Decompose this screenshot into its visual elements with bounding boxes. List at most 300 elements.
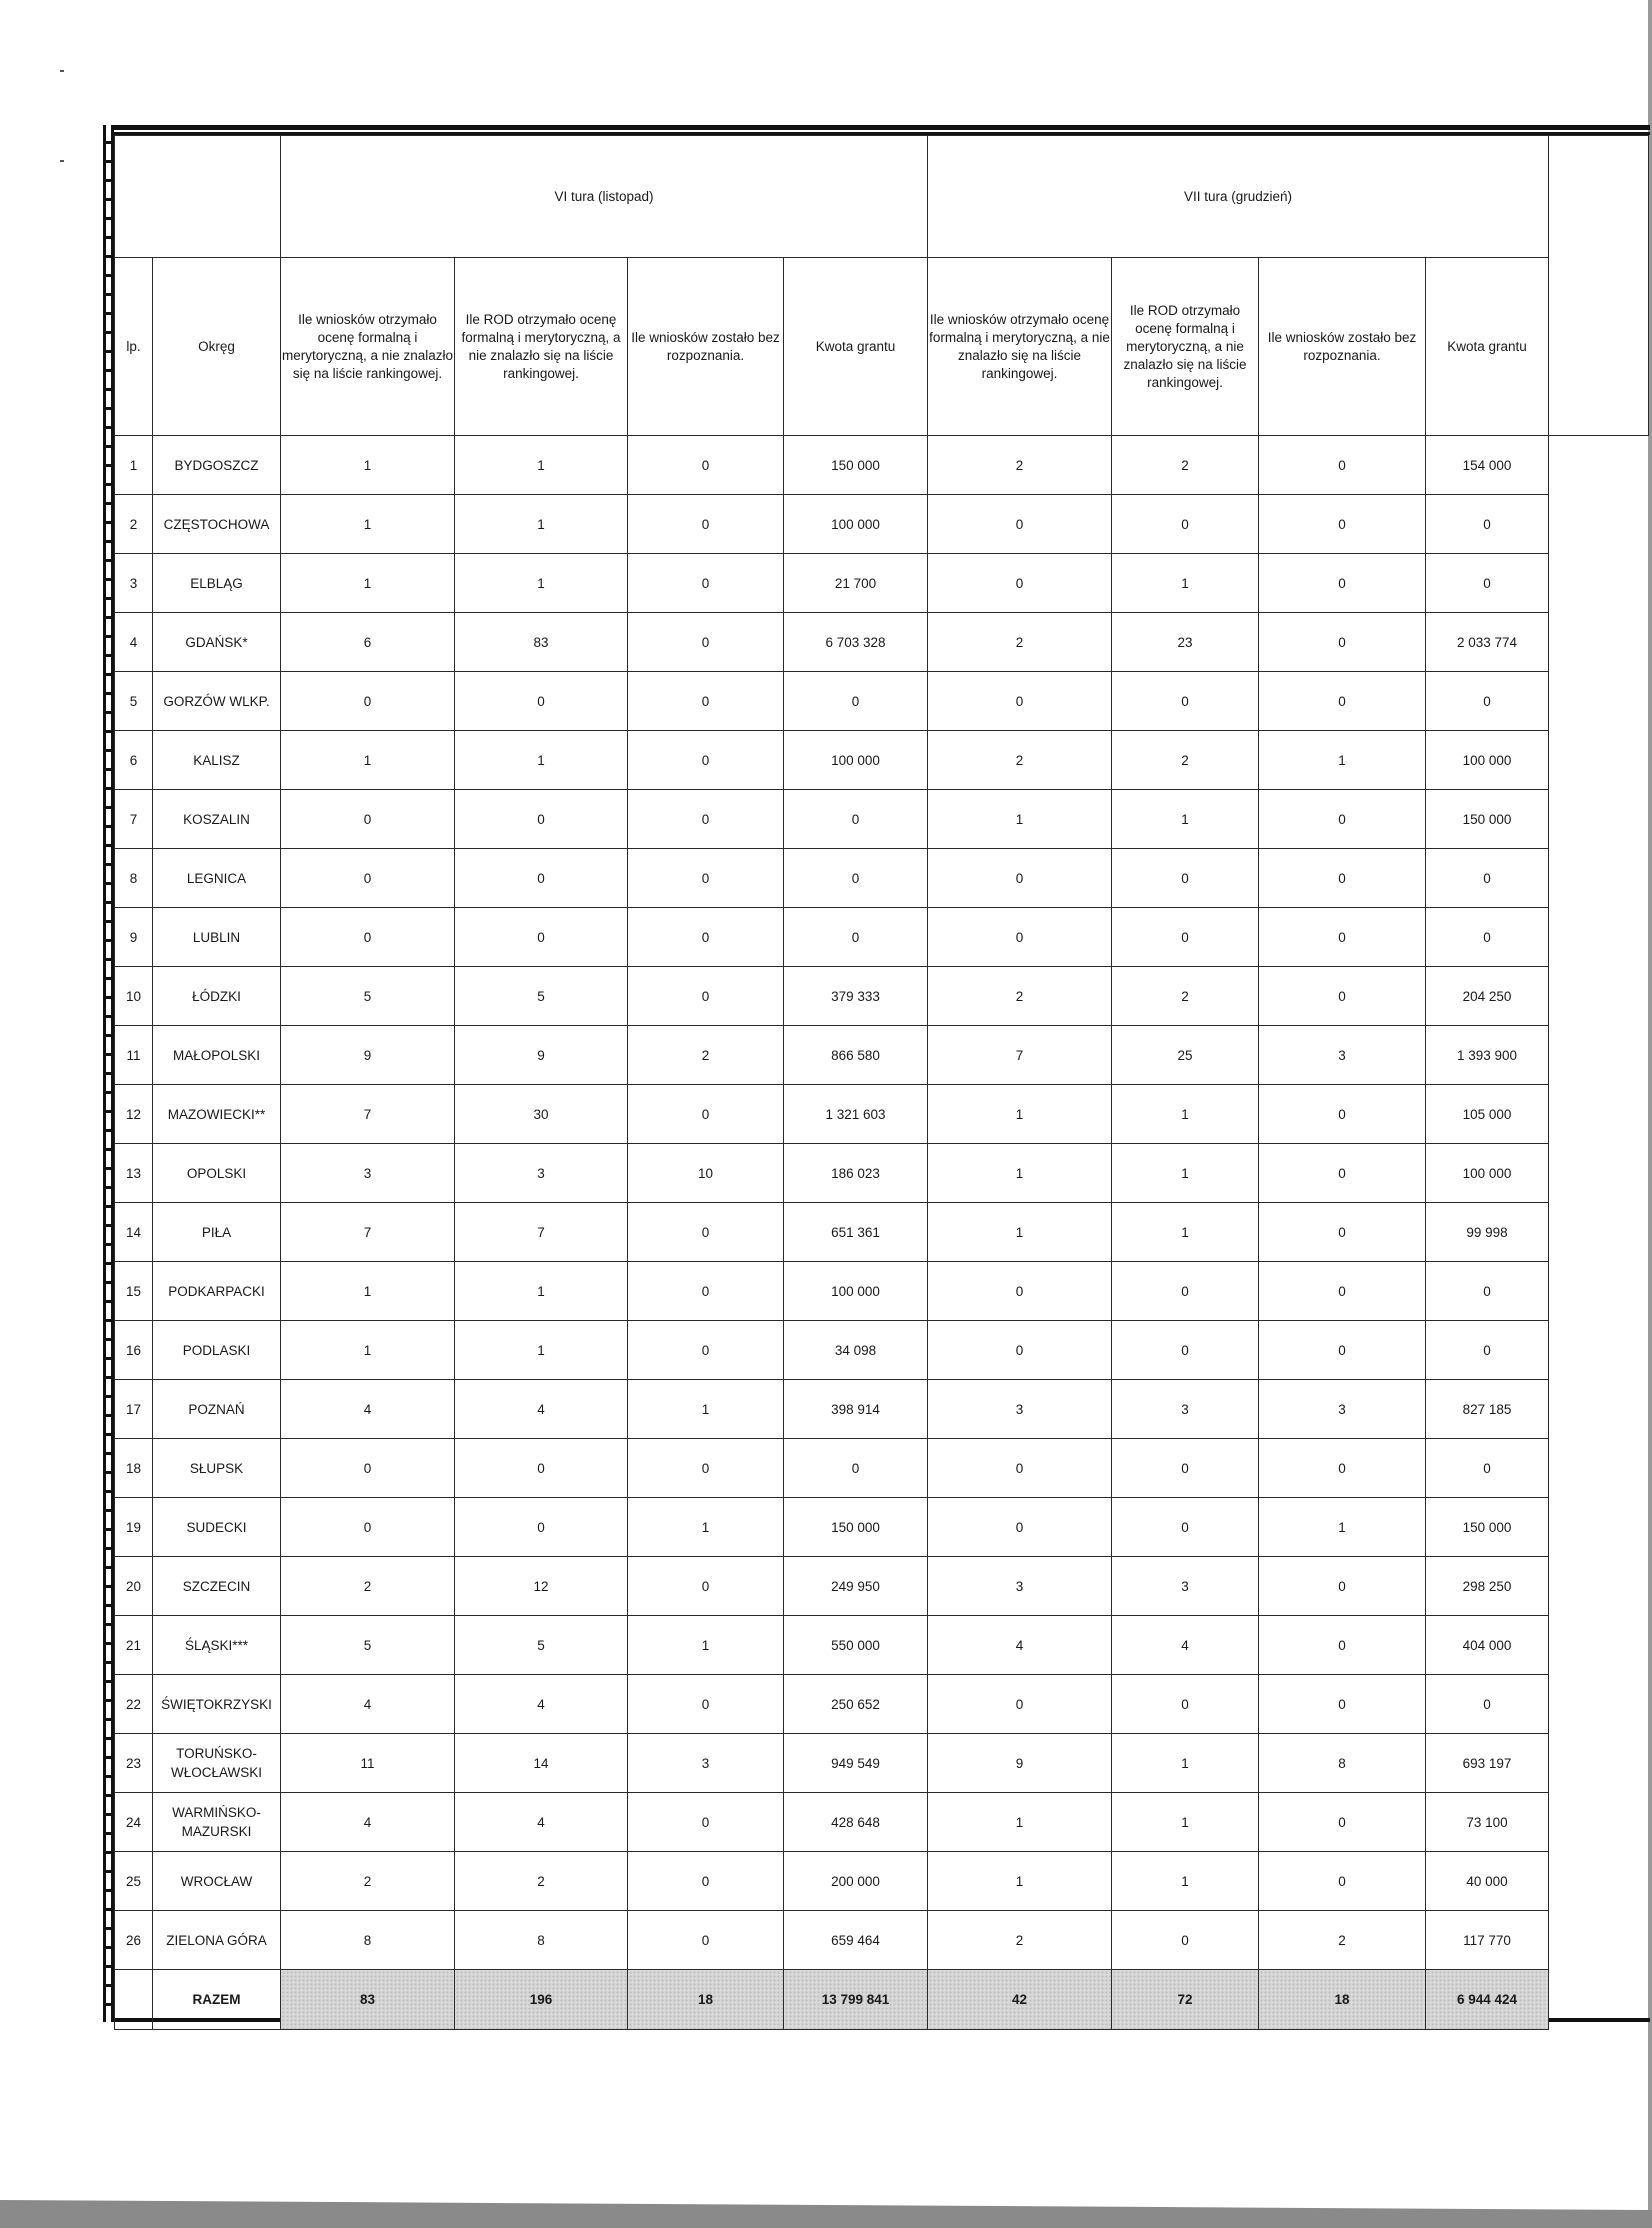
row-vii-rod: 2 — [1112, 436, 1259, 495]
row-vi-applications: 0 — [281, 1439, 455, 1498]
row-lp: 1 — [115, 436, 153, 495]
row-vii-unprocessed: 0 — [1259, 1793, 1426, 1852]
row-vi-rod: 5 — [455, 1616, 628, 1675]
row-vii-applications: 2 — [928, 1911, 1112, 1970]
row-vi-amount: 150 000 — [784, 1498, 928, 1557]
total-lp — [115, 1970, 153, 2030]
row-okreg: ZIELONA GÓRA — [153, 1911, 281, 1970]
row-vi-applications: 4 — [281, 1793, 455, 1852]
row-okreg: GDAŃSK* — [153, 613, 281, 672]
row-vii-amount: 0 — [1426, 908, 1549, 967]
row-vii-rod: 1 — [1112, 1734, 1259, 1793]
row-lp: 19 — [115, 1498, 153, 1557]
row-vii-rod: 1 — [1112, 1852, 1259, 1911]
row-vi-rod: 1 — [455, 731, 628, 790]
header-vi-amount: Kwota grantu — [784, 258, 928, 436]
row-vi-rod: 83 — [455, 613, 628, 672]
row-vi-amount: 249 950 — [784, 1557, 928, 1616]
row-okreg: CZĘSTOCHOWA — [153, 495, 281, 554]
row-vi-rod: 0 — [455, 672, 628, 731]
row-vi-rod: 8 — [455, 1911, 628, 1970]
row-vii-amount: 150 000 — [1426, 1498, 1549, 1557]
row-vii-unprocessed: 0 — [1259, 790, 1426, 849]
row-vi-amount: 100 000 — [784, 1262, 928, 1321]
table-row — [115, 1144, 1649, 1203]
row-vii-applications: 0 — [928, 495, 1112, 554]
table-row — [115, 731, 1649, 790]
row-vi-unprocessed: 10 — [628, 1144, 784, 1203]
row-vii-unprocessed: 0 — [1259, 849, 1426, 908]
row-vii-rod: 0 — [1112, 1498, 1259, 1557]
row-vi-rod: 1 — [455, 1262, 628, 1321]
row-vi-rod: 1 — [455, 554, 628, 613]
row-vii-unprocessed: 0 — [1259, 1262, 1426, 1321]
row-okreg: POZNAŃ — [153, 1380, 281, 1439]
group-vi-header: VI tura (listopad) — [281, 136, 928, 258]
row-vii-amount: 154 000 — [1426, 436, 1549, 495]
row-vi-amount: 0 — [784, 672, 928, 731]
row-vi-rod: 0 — [455, 790, 628, 849]
row-vii-amount: 693 197 — [1426, 1734, 1549, 1793]
table-row — [115, 849, 1649, 908]
row-vii-amount: 100 000 — [1426, 1144, 1549, 1203]
row-vii-amount: 404 000 — [1426, 1616, 1549, 1675]
row-vi-applications: 4 — [281, 1380, 455, 1439]
row-vi-amount: 659 464 — [784, 1911, 928, 1970]
row-vii-applications: 0 — [928, 849, 1112, 908]
row-lp: 12 — [115, 1085, 153, 1144]
row-vi-rod: 9 — [455, 1026, 628, 1085]
row-vii-applications: 7 — [928, 1026, 1112, 1085]
header-vi-rod: Ile ROD otrzymało ocenę formalną i merytoryczną, a nie znalazło się na liście rankingowej. — [455, 258, 628, 436]
row-vi-amount: 0 — [784, 1439, 928, 1498]
row-vi-applications: 9 — [281, 1026, 455, 1085]
row-okreg: SŁUPSK — [153, 1439, 281, 1498]
row-vii-rod: 1 — [1112, 1203, 1259, 1262]
row-vi-rod: 0 — [455, 1439, 628, 1498]
row-lp: 15 — [115, 1262, 153, 1321]
row-vi-rod: 0 — [455, 849, 628, 908]
row-okreg: PODKARPACKI — [153, 1262, 281, 1321]
row-vii-unprocessed: 0 — [1259, 495, 1426, 554]
row-vii-applications: 2 — [928, 731, 1112, 790]
row-vii-rod: 25 — [1112, 1026, 1259, 1085]
row-vi-amount: 100 000 — [784, 495, 928, 554]
row-vi-applications: 1 — [281, 436, 455, 495]
table-row — [115, 1616, 1649, 1675]
row-vi-rod: 4 — [455, 1380, 628, 1439]
total-vii-unprocessed: 18 — [1259, 1970, 1426, 2030]
total-vii-amount: 6 944 424 — [1426, 1970, 1549, 2030]
row-vii-applications: 0 — [928, 908, 1112, 967]
row-vii-amount: 73 100 — [1426, 1793, 1549, 1852]
row-vii-rod: 23 — [1112, 613, 1259, 672]
row-vii-amount: 117 770 — [1426, 1911, 1549, 1970]
header-vii-unprocessed: Ile wniosków zostało bez rozpoznania. — [1259, 258, 1426, 436]
row-vi-amount: 200 000 — [784, 1852, 928, 1911]
row-lp: 7 — [115, 790, 153, 849]
total-vii-applications: 42 — [928, 1970, 1112, 2030]
row-vi-applications: 0 — [281, 849, 455, 908]
table-row — [115, 1675, 1649, 1734]
row-okreg: TORUŃSKO-WŁOCŁAWSKI — [153, 1734, 281, 1793]
row-vii-applications: 0 — [928, 1439, 1112, 1498]
row-vii-amount: 105 000 — [1426, 1085, 1549, 1144]
table-row — [115, 672, 1649, 731]
row-vi-unprocessed: 1 — [628, 1616, 784, 1675]
row-vii-applications: 9 — [928, 1734, 1112, 1793]
row-vi-applications: 3 — [281, 1144, 455, 1203]
row-vii-rod: 1 — [1112, 1793, 1259, 1852]
row-vi-amount: 651 361 — [784, 1203, 928, 1262]
row-vi-unprocessed: 0 — [628, 1321, 784, 1380]
row-vi-amount: 398 914 — [784, 1380, 928, 1439]
row-vi-applications: 0 — [281, 908, 455, 967]
row-lp: 11 — [115, 1026, 153, 1085]
row-vii-amount: 99 998 — [1426, 1203, 1549, 1262]
row-okreg: ŚWIĘTOKRZYSKI — [153, 1675, 281, 1734]
header-vi-applications: Ile wniosków otrzymało ocenę formalną i merytoryczną, a nie znalazło się na liście rankingowej. — [281, 258, 455, 436]
scan-shadow — [0, 2188, 1652, 2228]
row-vii-amount: 827 185 — [1426, 1380, 1549, 1439]
row-okreg: WARMIŃSKO-MAZURSKI — [153, 1793, 281, 1852]
scan-speck — [60, 70, 64, 72]
row-lp: 24 — [115, 1793, 153, 1852]
top-ruler — [114, 125, 1650, 135]
row-vii-applications: 2 — [928, 967, 1112, 1026]
table-row — [115, 790, 1649, 849]
row-lp: 6 — [115, 731, 153, 790]
row-lp: 16 — [115, 1321, 153, 1380]
row-vi-amount: 34 098 — [784, 1321, 928, 1380]
row-vi-unprocessed: 0 — [628, 1852, 784, 1911]
row-vi-amount: 186 023 — [784, 1144, 928, 1203]
row-vi-unprocessed: 0 — [628, 613, 784, 672]
row-okreg: ŚLĄSKI*** — [153, 1616, 281, 1675]
row-vi-amount: 550 000 — [784, 1616, 928, 1675]
row-vi-amount: 0 — [784, 849, 928, 908]
row-lp: 25 — [115, 1852, 153, 1911]
row-vi-unprocessed: 0 — [628, 1911, 784, 1970]
row-vii-amount: 0 — [1426, 1321, 1549, 1380]
row-vii-amount: 0 — [1426, 1262, 1549, 1321]
header-columns-row — [115, 258, 1649, 436]
table-row — [115, 1911, 1649, 1970]
row-lp: 2 — [115, 495, 153, 554]
row-vi-applications: 1 — [281, 1262, 455, 1321]
row-okreg: SUDECKI — [153, 1498, 281, 1557]
row-vii-amount: 0 — [1426, 849, 1549, 908]
row-vi-unprocessed: 0 — [628, 1439, 784, 1498]
row-vii-rod: 0 — [1112, 849, 1259, 908]
row-okreg: PODLASKI — [153, 1321, 281, 1380]
row-vii-applications: 1 — [928, 1203, 1112, 1262]
row-vii-rod: 1 — [1112, 1144, 1259, 1203]
row-okreg: PIŁA — [153, 1203, 281, 1262]
row-vi-amount: 0 — [784, 908, 928, 967]
row-okreg: OPOLSKI — [153, 1144, 281, 1203]
row-vi-rod: 3 — [455, 1144, 628, 1203]
row-vii-unprocessed: 1 — [1259, 1498, 1426, 1557]
row-vi-unprocessed: 1 — [628, 1498, 784, 1557]
row-vii-rod: 3 — [1112, 1557, 1259, 1616]
row-vii-amount: 0 — [1426, 1675, 1549, 1734]
row-vi-unprocessed: 0 — [628, 1262, 784, 1321]
row-vii-rod: 2 — [1112, 967, 1259, 1026]
row-vii-applications: 1 — [928, 1144, 1112, 1203]
table-row — [115, 1793, 1649, 1852]
table-row — [115, 1203, 1649, 1262]
row-okreg: MAZOWIECKI** — [153, 1085, 281, 1144]
row-vi-applications: 1 — [281, 731, 455, 790]
row-vi-amount: 1 321 603 — [784, 1085, 928, 1144]
row-vi-rod: 7 — [455, 1203, 628, 1262]
row-vii-amount: 0 — [1426, 1439, 1549, 1498]
row-vi-applications: 6 — [281, 613, 455, 672]
row-lp: 23 — [115, 1734, 153, 1793]
row-vii-applications: 4 — [928, 1616, 1112, 1675]
row-vii-rod: 0 — [1112, 495, 1259, 554]
total-vii-rod: 72 — [1112, 1970, 1259, 2030]
row-vi-rod: 1 — [455, 436, 628, 495]
table-row — [115, 908, 1649, 967]
row-vii-applications: 1 — [928, 1852, 1112, 1911]
right-margin-column — [1549, 136, 1649, 436]
row-okreg: WROCŁAW — [153, 1852, 281, 1911]
row-vi-amount: 949 549 — [784, 1734, 928, 1793]
header-vii-applications: Ile wniosków otrzymało ocenę formalną i merytoryczną, a nie znalazło się na liście rankingowej. — [928, 258, 1112, 436]
row-vii-amount: 150 000 — [1426, 790, 1549, 849]
row-vii-rod: 0 — [1112, 908, 1259, 967]
row-vii-unprocessed: 8 — [1259, 1734, 1426, 1793]
header-vii-rod: Ile ROD otrzymało ocenę formalną i merytoryczną, a nie znalazło się na liście rankingowej. — [1112, 258, 1259, 436]
row-vii-amount: 40 000 — [1426, 1852, 1549, 1911]
row-vii-rod: 0 — [1112, 1439, 1259, 1498]
row-vi-applications: 1 — [281, 1321, 455, 1380]
table-row — [115, 554, 1649, 613]
row-lp: 21 — [115, 1616, 153, 1675]
row-vii-unprocessed: 0 — [1259, 1675, 1426, 1734]
row-vii-applications: 0 — [928, 1675, 1112, 1734]
row-okreg: ŁÓDZKI — [153, 967, 281, 1026]
row-lp: 3 — [115, 554, 153, 613]
row-vii-applications: 1 — [928, 790, 1112, 849]
row-vii-applications: 2 — [928, 436, 1112, 495]
table-row — [115, 1852, 1649, 1911]
row-vi-rod: 1 — [455, 495, 628, 554]
row-vi-unprocessed: 0 — [628, 790, 784, 849]
row-okreg: KOSZALIN — [153, 790, 281, 849]
row-lp: 20 — [115, 1557, 153, 1616]
header-blank — [115, 136, 281, 258]
total-vi-unprocessed: 18 — [628, 1970, 784, 2030]
row-vi-amount: 250 652 — [784, 1675, 928, 1734]
row-vi-unprocessed: 0 — [628, 967, 784, 1026]
row-vii-unprocessed: 0 — [1259, 1439, 1426, 1498]
row-vi-unprocessed: 0 — [628, 554, 784, 613]
row-vi-rod: 5 — [455, 967, 628, 1026]
row-lp: 26 — [115, 1911, 153, 1970]
row-okreg: SZCZECIN — [153, 1557, 281, 1616]
row-vii-unprocessed: 3 — [1259, 1380, 1426, 1439]
row-vi-unprocessed: 0 — [628, 495, 784, 554]
row-okreg: MAŁOPOLSKI — [153, 1026, 281, 1085]
row-vii-unprocessed: 2 — [1259, 1911, 1426, 1970]
table-row — [115, 1026, 1649, 1085]
table-row — [115, 495, 1649, 554]
row-vii-rod: 3 — [1112, 1380, 1259, 1439]
row-lp: 18 — [115, 1439, 153, 1498]
total-vi-amount: 13 799 841 — [784, 1970, 928, 2030]
row-lp: 22 — [115, 1675, 153, 1734]
row-vii-unprocessed: 3 — [1259, 1026, 1426, 1085]
row-lp: 17 — [115, 1380, 153, 1439]
row-vii-applications: 0 — [928, 1498, 1112, 1557]
row-vi-amount: 6 703 328 — [784, 613, 928, 672]
table-row — [115, 1321, 1649, 1380]
table-row — [115, 1439, 1649, 1498]
row-lp: 5 — [115, 672, 153, 731]
row-lp: 10 — [115, 967, 153, 1026]
row-vii-rod: 0 — [1112, 1675, 1259, 1734]
row-vi-applications: 5 — [281, 967, 455, 1026]
row-vii-amount: 0 — [1426, 495, 1549, 554]
row-vi-applications: 2 — [281, 1557, 455, 1616]
row-vi-applications: 1 — [281, 495, 455, 554]
row-vi-applications: 5 — [281, 1616, 455, 1675]
table-row — [115, 436, 1649, 495]
row-okreg: LEGNICA — [153, 849, 281, 908]
row-vii-applications: 0 — [928, 1321, 1112, 1380]
header-vi-unprocessed: Ile wniosków zostało bez rozpoznania. — [628, 258, 784, 436]
row-vi-applications: 4 — [281, 1675, 455, 1734]
row-vi-unprocessed: 0 — [628, 436, 784, 495]
row-vi-amount: 866 580 — [784, 1026, 928, 1085]
row-vi-rod: 4 — [455, 1675, 628, 1734]
header-vii-amount: Kwota grantu — [1426, 258, 1549, 436]
table-row — [115, 967, 1649, 1026]
row-vi-applications: 7 — [281, 1085, 455, 1144]
total-vi-rod: 196 — [455, 1970, 628, 2030]
row-vii-applications: 3 — [928, 1557, 1112, 1616]
group-vii-header: VII tura (grudzień) — [928, 136, 1549, 258]
row-vi-amount: 21 700 — [784, 554, 928, 613]
row-okreg: BYDGOSZCZ — [153, 436, 281, 495]
total-label: RAZEM — [153, 1970, 281, 2030]
row-vii-unprocessed: 0 — [1259, 1144, 1426, 1203]
row-vii-unprocessed: 0 — [1259, 672, 1426, 731]
row-vi-amount: 428 648 — [784, 1793, 928, 1852]
row-vi-unprocessed: 0 — [628, 908, 784, 967]
row-vi-applications: 0 — [281, 1498, 455, 1557]
row-vii-unprocessed: 0 — [1259, 908, 1426, 967]
row-vii-unprocessed: 0 — [1259, 967, 1426, 1026]
left-ruler — [103, 125, 114, 2022]
row-vii-applications: 0 — [928, 672, 1112, 731]
row-vi-rod: 2 — [455, 1852, 628, 1911]
header-group-row — [115, 136, 1649, 258]
row-vi-rod: 14 — [455, 1734, 628, 1793]
grant-table — [114, 135, 1649, 2030]
row-vii-unprocessed: 0 — [1259, 1085, 1426, 1144]
row-vii-rod: 1 — [1112, 790, 1259, 849]
row-vii-rod: 1 — [1112, 554, 1259, 613]
row-vii-rod: 0 — [1112, 672, 1259, 731]
row-vi-unprocessed: 3 — [628, 1734, 784, 1793]
row-vi-rod: 30 — [455, 1085, 628, 1144]
row-vi-unprocessed: 2 — [628, 1026, 784, 1085]
row-vii-amount: 298 250 — [1426, 1557, 1549, 1616]
row-lp: 9 — [115, 908, 153, 967]
row-vii-rod: 0 — [1112, 1321, 1259, 1380]
row-vii-unprocessed: 0 — [1259, 436, 1426, 495]
row-vi-unprocessed: 0 — [628, 1085, 784, 1144]
row-okreg: ELBLĄG — [153, 554, 281, 613]
row-vi-rod: 0 — [455, 1498, 628, 1557]
row-vi-rod: 0 — [455, 908, 628, 967]
row-vi-amount: 150 000 — [784, 436, 928, 495]
row-vi-applications: 2 — [281, 1852, 455, 1911]
row-vi-amount: 0 — [784, 790, 928, 849]
row-vi-applications: 7 — [281, 1203, 455, 1262]
scan-speck — [60, 160, 64, 162]
row-vii-amount: 0 — [1426, 672, 1549, 731]
header-okreg: Okręg — [153, 258, 281, 436]
row-vii-rod: 4 — [1112, 1616, 1259, 1675]
row-vii-amount: 0 — [1426, 554, 1549, 613]
row-vii-unprocessed: 0 — [1259, 1616, 1426, 1675]
row-vii-amount: 1 393 900 — [1426, 1026, 1549, 1085]
header-lp: lp. — [115, 258, 153, 436]
row-vii-unprocessed: 0 — [1259, 1852, 1426, 1911]
row-vi-unprocessed: 0 — [628, 731, 784, 790]
row-vii-unprocessed: 0 — [1259, 554, 1426, 613]
row-vii-amount: 100 000 — [1426, 731, 1549, 790]
table-body — [115, 436, 1649, 1970]
total-vi-applications: 83 — [281, 1970, 455, 2030]
row-vii-applications: 0 — [928, 554, 1112, 613]
row-vii-applications: 1 — [928, 1085, 1112, 1144]
row-vi-unprocessed: 0 — [628, 672, 784, 731]
row-vii-unprocessed: 1 — [1259, 731, 1426, 790]
row-vi-amount: 379 333 — [784, 967, 928, 1026]
row-vi-unprocessed: 0 — [628, 1203, 784, 1262]
row-vii-applications: 2 — [928, 613, 1112, 672]
row-vi-rod: 1 — [455, 1321, 628, 1380]
row-vi-applications: 0 — [281, 672, 455, 731]
row-vii-rod: 0 — [1112, 1911, 1259, 1970]
row-lp: 8 — [115, 849, 153, 908]
row-vii-unprocessed: 0 — [1259, 1557, 1426, 1616]
table-row — [115, 1262, 1649, 1321]
row-vii-applications: 0 — [928, 1262, 1112, 1321]
row-vi-unprocessed: 0 — [628, 849, 784, 908]
table-row — [115, 1734, 1649, 1793]
row-okreg: LUBLIN — [153, 908, 281, 967]
row-vi-rod: 12 — [455, 1557, 628, 1616]
row-vi-applications: 1 — [281, 554, 455, 613]
row-lp: 4 — [115, 613, 153, 672]
row-vi-unprocessed: 1 — [628, 1380, 784, 1439]
row-vii-unprocessed: 0 — [1259, 1321, 1426, 1380]
row-vi-unprocessed: 0 — [628, 1793, 784, 1852]
table-row — [115, 1085, 1649, 1144]
table-row — [115, 1380, 1649, 1439]
row-vi-unprocessed: 0 — [628, 1675, 784, 1734]
row-vi-amount: 100 000 — [784, 731, 928, 790]
row-vii-amount: 204 250 — [1426, 967, 1549, 1026]
total-row — [115, 1970, 1649, 2030]
